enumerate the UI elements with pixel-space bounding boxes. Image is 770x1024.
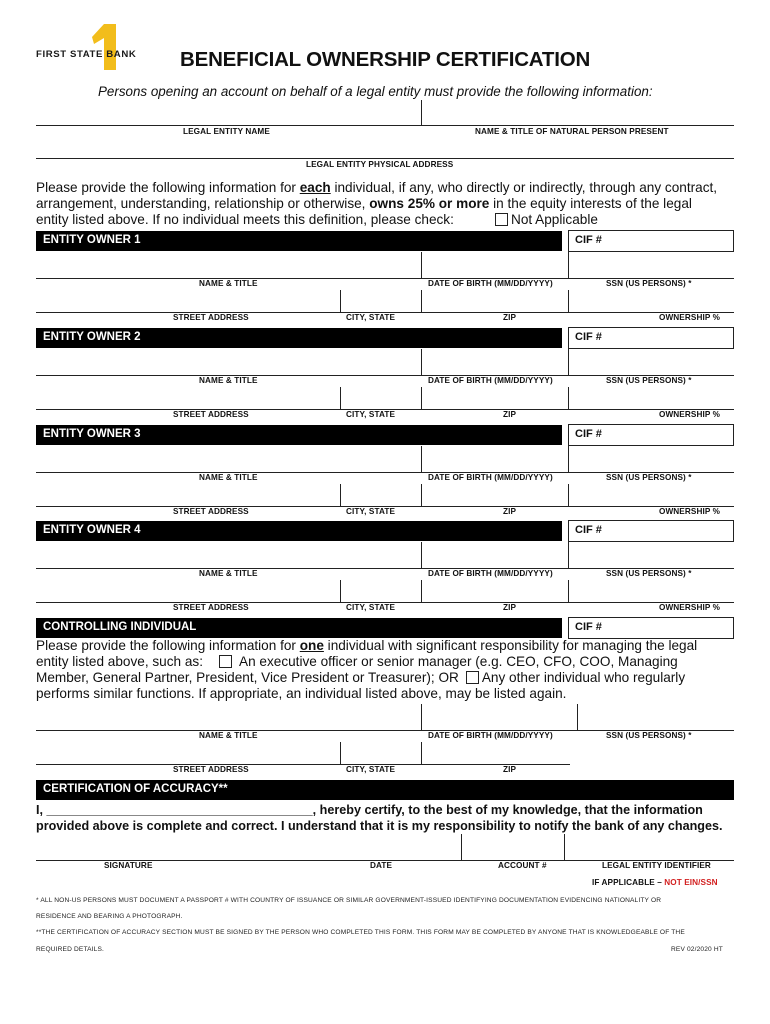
- owner-block-2: [0, 327, 770, 423]
- divider: [340, 387, 341, 409]
- text: individual with significant responsibility for managing the legal: [323, 638, 698, 653]
- owner-block-4: [0, 520, 770, 616]
- not-applicable-checkbox[interactable]: [495, 213, 508, 226]
- legal-entity-name-label: LEGAL ENTITY NAME: [183, 127, 270, 136]
- dob-label: DATE OF BIRTH (MM/DD/YYYY): [428, 376, 553, 385]
- cif-field[interactable]: [568, 424, 734, 446]
- divider: [568, 349, 569, 375]
- divider: [568, 290, 569, 312]
- page-title: BENEFICIAL OWNERSHIP CERTIFICATION: [180, 48, 591, 71]
- bank-logo: [36, 22, 176, 72]
- physical-address-label: LEGAL ENTITY PHYSICAL ADDRESS: [306, 160, 454, 169]
- divider: [421, 742, 422, 764]
- zip-label: ZIP: [503, 765, 517, 774]
- cif-label: CIF #: [575, 234, 602, 246]
- ownership-label: OWNERSHIP %: [659, 313, 720, 322]
- text: individual, if any, who directly or indirectly, through any contract,: [330, 180, 718, 195]
- owner-block-3: [0, 424, 770, 520]
- text: performs similar functions. If appropriate, an individual listed above, may be listed again.: [36, 686, 567, 701]
- dob-label: DATE OF BIRTH (MM/DD/YYYY): [428, 569, 553, 578]
- ssn-label: SSN (US PERSONS) *: [606, 731, 692, 740]
- divider: [421, 446, 422, 472]
- divider: [564, 834, 565, 860]
- not-applicable-label: Not Applicable: [511, 212, 598, 227]
- certification-line-2: provided above is complete and correct. I understand that it is my responsibility to notify the bank of any changes.: [36, 819, 723, 833]
- intro-line-3: [36, 212, 454, 229]
- lei-label: LEGAL ENTITY IDENTIFIER: [602, 861, 711, 870]
- divider: [421, 542, 422, 568]
- not-applicable-option: [493, 212, 598, 229]
- footnote-1b: RESIDENCE AND BEARING A PHOTOGRAPH.: [36, 913, 183, 920]
- cif-field[interactable]: [568, 327, 734, 349]
- ssn-label: SSN (US PERSONS) *: [606, 473, 692, 482]
- ssn-label: SSN (US PERSONS) *: [606, 569, 692, 578]
- intro-line-2: [36, 196, 692, 213]
- name-title-label: NAME & TITLE: [199, 279, 258, 288]
- divider: [340, 742, 341, 764]
- signature-label: SIGNATURE: [104, 861, 153, 870]
- zip-label: ZIP: [503, 410, 517, 419]
- zip-label: ZIP: [503, 313, 517, 322]
- text: entity listed above. If no individual meets this definition, please check:: [36, 212, 454, 227]
- text: in the equity interests of the legal: [489, 196, 692, 211]
- divider: [421, 349, 422, 375]
- divider: [340, 484, 341, 506]
- city-label: CITY, STATE: [346, 507, 396, 516]
- bank-name: FIRST STATE BANK: [36, 49, 137, 60]
- certification-line-1: I, ______________________________________, hereby certify, to the best of my knowledge, that the information: [36, 803, 703, 817]
- revision-code: REV 02/2020 HT: [671, 946, 723, 953]
- city-label: CITY, STATE: [346, 410, 396, 419]
- page-subtitle: Persons opening an account on behalf of a legal entity must provide the following information:: [98, 84, 653, 99]
- city-label: CITY, STATE: [346, 603, 396, 612]
- dob-label: DATE OF BIRTH (MM/DD/YYYY): [428, 731, 553, 740]
- street-label: STREET ADDRESS: [173, 410, 249, 419]
- ownership-label: OWNERSHIP %: [659, 410, 720, 419]
- text: An executive officer or senior manager (e.g. CEO, CFO, COO, Managing: [239, 654, 678, 669]
- cif-label: CIF #: [575, 331, 602, 343]
- other-individual-checkbox[interactable]: [466, 671, 479, 684]
- executive-officer-checkbox[interactable]: [219, 655, 232, 668]
- text: IF APPLICABLE –: [592, 878, 662, 887]
- ownership-label: OWNERSHIP %: [659, 603, 720, 612]
- controlling-line-3: [36, 670, 685, 687]
- dob-label: DATE OF BIRTH (MM/DD/YYYY): [428, 473, 553, 482]
- divider: [421, 100, 422, 125]
- divider: [568, 580, 569, 602]
- divider: [568, 484, 569, 506]
- cif-label: CIF #: [575, 524, 602, 536]
- text: entity listed above, such as:: [36, 654, 203, 669]
- name-title-label: NAME & TITLE: [199, 376, 258, 385]
- field-line: [36, 764, 570, 765]
- emphasis-each: each: [299, 180, 331, 195]
- entity-owner-header: ENTITY OWNER 4: [36, 521, 562, 541]
- city-label: CITY, STATE: [346, 765, 396, 774]
- divider: [568, 446, 569, 472]
- entity-owner-header: ENTITY OWNER 2: [36, 328, 562, 348]
- footnote-2a: **THE CERTIFICATION OF ACCURACY SECTION MUST BE SIGNED BY THE PERSON WHO COMPLETED THIS FORM. THIS FORM MAY BE COMPLETED BY ANYONE THAT IS KNOWLEDGEABLE OF THE: [36, 929, 685, 936]
- street-label: STREET ADDRESS: [173, 603, 249, 612]
- ssn-label: SSN (US PERSONS) *: [606, 279, 692, 288]
- divider: [421, 252, 422, 278]
- certification-header: CERTIFICATION OF ACCURACY**: [36, 780, 734, 800]
- text: Any other individual who regularly: [481, 670, 686, 685]
- owner-block-1: [0, 230, 770, 326]
- dob-label: DATE OF BIRTH (MM/DD/YYYY): [428, 279, 553, 288]
- emphasis-25pct: owns 25% or more: [369, 196, 490, 211]
- cif-field[interactable]: [568, 230, 734, 252]
- name-title-label: NAME & TITLE: [199, 731, 258, 740]
- city-label: CITY, STATE: [346, 313, 396, 322]
- account-label: ACCOUNT #: [498, 861, 547, 870]
- divider: [577, 704, 578, 730]
- street-label: STREET ADDRESS: [173, 507, 249, 516]
- divider: [421, 290, 422, 312]
- text: Member, General Partner, President, Vice President or Treasurer); OR: [36, 670, 459, 685]
- controlling-cif-field[interactable]: [568, 617, 734, 639]
- cif-field[interactable]: [568, 520, 734, 542]
- divider: [421, 387, 422, 409]
- cif-label: CIF #: [575, 621, 602, 633]
- field-line: [36, 158, 734, 159]
- numeral-one-logo-mark: [36, 22, 176, 72]
- zip-label: ZIP: [503, 507, 517, 516]
- not-ein-warning: NOT EIN/SSN: [664, 878, 718, 887]
- name-title-label: NAME & TITLE: [199, 473, 258, 482]
- divider: [340, 580, 341, 602]
- entity-owner-header: ENTITY OWNER 1: [36, 231, 562, 251]
- footnote-2b: REQUIRED DETAILS.: [36, 946, 105, 953]
- zip-label: ZIP: [503, 603, 517, 612]
- entity-owner-header: ENTITY OWNER 3: [36, 425, 562, 445]
- footnote-1a: * ALL NON-US PERSONS MUST DOCUMENT A PASSPORT # WITH COUNTRY OF ISSUANCE OR SIMILAR GOVERNMENT-ISSUED IDENTIFYING DOCUMENTATION EVIDENCING NATIONALITY OR: [36, 897, 662, 904]
- cif-label: CIF #: [575, 428, 602, 440]
- date-label: DATE: [370, 861, 393, 870]
- divider: [461, 834, 462, 860]
- controlling-line-4: [36, 686, 566, 703]
- divider: [421, 580, 422, 602]
- name-title-label: NAME & TITLE: [199, 569, 258, 578]
- text: arrangement, understanding, relationship or otherwise,: [36, 196, 370, 211]
- controlling-individual-header: CONTROLLING INDIVIDUAL: [36, 618, 562, 638]
- if-applicable-note: [592, 878, 718, 887]
- intro-line-1: [36, 180, 717, 197]
- text: Please provide the following information for: [36, 638, 300, 653]
- controlling-line-2: [36, 654, 678, 671]
- divider: [568, 542, 569, 568]
- natural-person-label: NAME & TITLE OF NATURAL PERSON PRESENT: [475, 127, 669, 136]
- divider: [568, 252, 569, 278]
- emphasis-one: one: [299, 638, 324, 653]
- street-label: STREET ADDRESS: [173, 765, 249, 774]
- text: Please provide the following information for: [36, 180, 300, 195]
- divider: [421, 484, 422, 506]
- ssn-label: SSN (US PERSONS) *: [606, 376, 692, 385]
- controlling-line-1: [36, 638, 697, 655]
- divider: [568, 387, 569, 409]
- divider: [421, 704, 422, 730]
- field-line: [36, 125, 734, 126]
- divider: [340, 290, 341, 312]
- street-label: STREET ADDRESS: [173, 313, 249, 322]
- ownership-label: OWNERSHIP %: [659, 507, 720, 516]
